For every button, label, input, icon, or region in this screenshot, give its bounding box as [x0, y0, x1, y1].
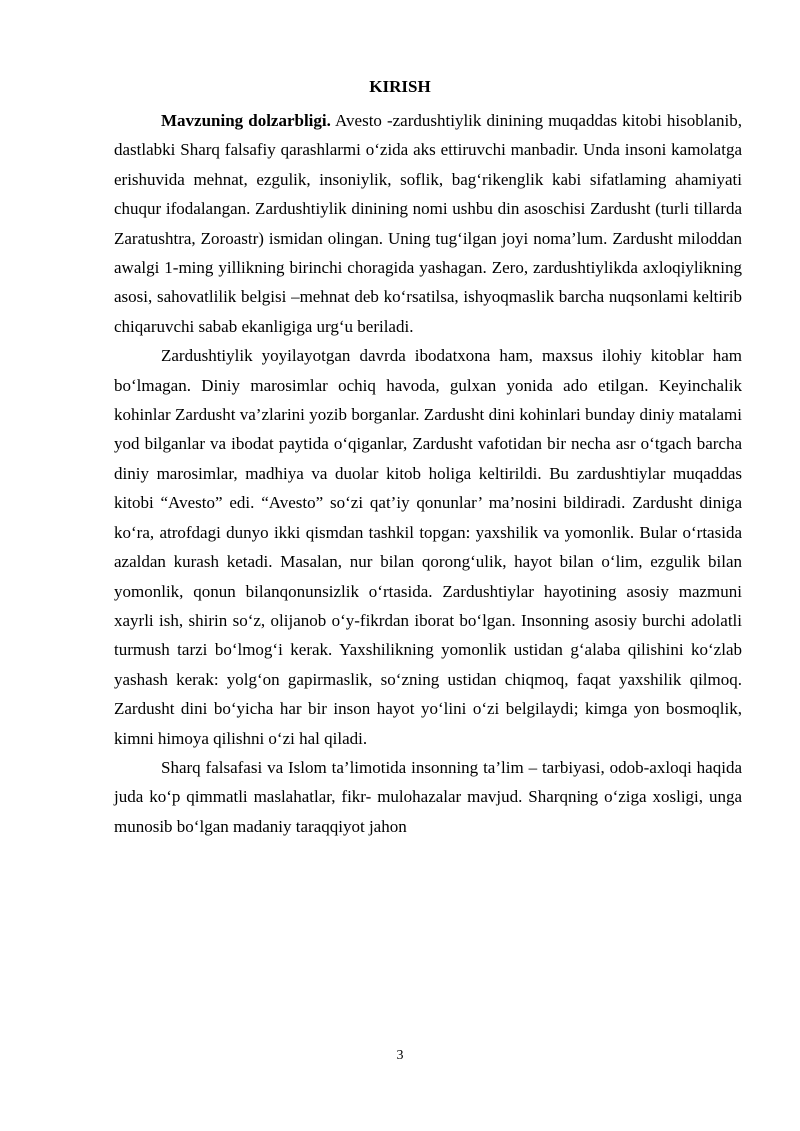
paragraph-text: Zardushtiylik yoyilayotgan davrda ibodatxona ham, maxsus ilohiy kitoblar ham bo‘lmagan. Diniy marosimlar ochiq havoda, gulxan yonida ado etilgan. Keyinchalik kohinlar Zardusht va’zlarini yozib borganlar. Zardusht dini kohinlari bunday diniy matalami yod bilganlar va ibodat paytida o‘qiganlar, Zardusht vafotidan bir necha asr o‘tgach barcha diniy marosimlar, madhiya va duolar kitob holiga keltirildi. Bu zardushtiylar muqaddas kitobi “Avesto” edi. “Avesto” so‘zi qat’iy qonunlar’ ma’nosini bildiradi. Zardusht diniga ko‘ra, atrofdagi dunyo ikki qismdan tashkil topgan: yaxshilik va yomonlik. Bular o‘rtasida azaldan kurash ketadi. Masalan, nur bilan qorong‘ulik, hayot bilan o‘lim, ezgulik bilan yomonlik, qonun bilanqonunsizlik o‘rtasida. Zardushtiylar hayotining asosiy mazmuni xayrli ish, shirin so‘z, olijanob o‘y-fikrdan iborat bo‘lgan. Insonning asosiy burchi adolatli turmush tarzi bo‘lmog‘i kerak. Yaxshilikning yomonlik ustidan g‘alaba qilishini ko‘zlab yashash kerak: yolg‘on gapirmaslik, so‘zning ustidan chiqmoq, faqat yaxshilik qilmoq. Zardusht dini bo‘yicha har bir inson hayot yo‘lini o‘zi belgilaydi; kimga yon bosmoqlik, kimni himoya qilishni o‘zi hal qiladi. — [114, 346, 742, 748]
body-text — [114, 106, 742, 841]
paragraph-lead: Mavzuning dolzarbligi. — [161, 111, 331, 130]
paragraph-zoroastrianism — [114, 341, 742, 753]
paragraph-text: Avesto -zardushtiylik dinining muqaddas kitobi hisoblanib, dastlabki Sharq falsafiy qarashlarmi o‘zida aks ettiruvchi manbadir. Unda insoni kamolatga erishuvida mehnat, ezgulik, insoniylik, soflik, bag‘rikenglik kabi sifatlaming ahamiyati chuqur ifodalangan. Zardushtiylik dinining nomi ushbu din asoschisi Zardusht (turli tillarda Zaratushtra, Zoroastr) ismidan olingan. Uning tug‘ilgan joyi noma’lum. Zardusht miloddan awalgi 1-ming yillikning birinchi choragida yashagan. Zero, zardushtiylikda axloqiylikning asosi, sahovatlilik belgisi –mehnat deb ko‘rsatilsa, ishyoqmaslik barcha nuqsonlami keltirib chiqaruvchi sabab ekanligiga urg‘u beriladi. — [114, 111, 742, 336]
section-heading: KIRISH — [369, 77, 431, 96]
paragraph-eastern-philosophy — [114, 753, 742, 841]
page-number: 3 — [396, 1048, 404, 1063]
paragraph-relevance — [114, 106, 742, 341]
paragraph-text: Sharq falsafasi va Islom ta’limotida insonning ta’lim – tarbiyasi, odob-axloqi haqida juda ko‘p qimmatli maslahatlar, fikr- mulohazalar mavjud. Sharqning o‘ziga xosligi, unga munosib bo‘lgan madaniy taraqqiyot jahon — [114, 757, 742, 836]
